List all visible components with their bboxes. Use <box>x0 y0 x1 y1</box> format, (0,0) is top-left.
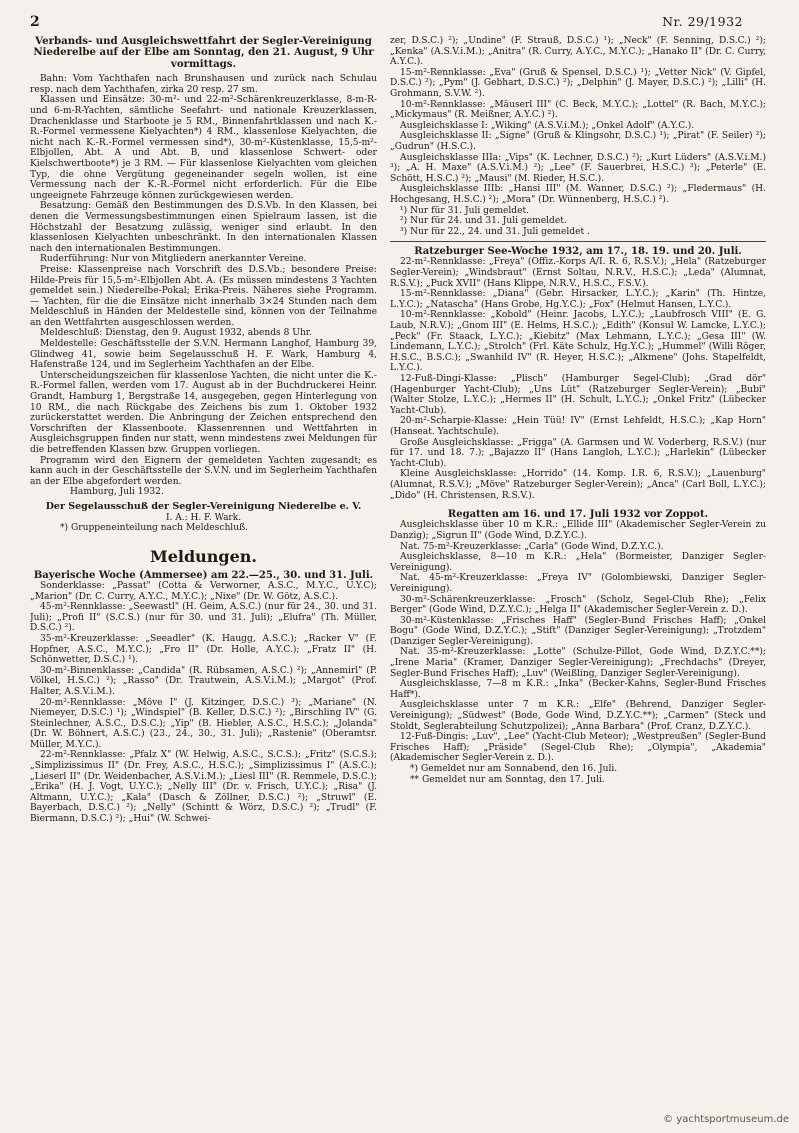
paragraph: Klassen und Einsätze: 30-m²- und 22-m²-Schärenkreuzerklasse, 8-m-R- und 6-m-R-Yachten, sämtliche Seefahrt- und nationale Kreuzerklassen, Drachenklasse und Starboote je 5 RM., Binnenfahrtklassen und nach K.-R.-Formel vermessene Kielyachten*) 4 RM., klassenlose Kielyachten, die nicht nach K.-R.-Formel vermessen sind*), 30-m²-Küstenklasse, 15,5-m²-Elbjollen, Abt. A und Abt. B, und klassenlose Schwert- oder Kielschwertboote*) je 3 RM. — Für klassenlose Kielyachten vom gleichen Typ, die ohne Vergütung gegeneinander segeln wollen, ist eine Vermessung nach der K.-R.-Formel nicht erforderlich. Für die Elbe ungeeignete Fahrzeuge können zurückgewiesen werden. <box>30 95 377 201</box>
entry-paragraph: Ausgleichsklasse, 7—8 m K.R.: „Inka" (Becker-Kahns, Segler-Bund Frisches Haff*). <box>390 679 766 700</box>
entry-paragraph: Nat. 45-m²-Kreuzerklasse: „Freya IV" (Golombiewski, Danziger Segler-Vereinigung). <box>390 573 766 594</box>
entry-paragraph: 12-Fuß-Dingi-Klasse: „Plisch" (Hamburger Segel-Club); „Grad dör" (Hagenburger Yacht-Club); „Uns Lüt" (Ratzeburger Segler-Verein); „Bubi" (Walter Stolze, L.Y.C.); „Hermes II" (H. Schult, L.Y.C.); „Onkel Fritz" (Lübecker Yacht-Club). <box>390 374 766 416</box>
entry-paragraph: Ausgleichsklasse II: „Signe" (Gruß & Klingsohr, D.S.C.) ¹); „Pirat" (F. Seiler) ²); „Gudrun" (H.S.C.). <box>390 131 766 152</box>
watermark: © yachtsportmuseum.de <box>663 1114 789 1125</box>
meldungen-heading: Meldungen. <box>150 546 257 566</box>
divider <box>390 241 766 242</box>
right-column <box>390 36 766 1104</box>
paragraph: Besatzung: Gemäß den Bestimmungen des D.S.Vb. In den Klassen, bei denen die Vermessungsbestimmungen einen Spielraum lassen, ist die Höchstzahl der Besatzung zulässig, weniger sind erlaubt. In den klassenlosen Kielyachten unbeschränkt. In den internationalen Klassen nach den internationalen Bestimmungen. <box>30 201 377 254</box>
entry-paragraph: 22-m²-Rennklasse: „Pfalz X" (W. Helwig, A.S.C., S.C.S.); „Fritz" (S.C.S.); „Simplizissimus II" (Dr. Frey, A.S.C., H.S.C.); „Simplizissimus I" (A.S.C.); „Lieserl II" (Dr. Weidenbacher, A.S.V.i.M.); „Liesl III" (R. Remmele, D.S.C.); „Erika" (H. J. Vogt, U.Y.C.); „Nelly III" (Dr. v. Frisch, U.Y.C.); „Risa" (J. Altmann, U.Y.C.); „Kala" (Dasch & Zöllner, D.S.C.) ²); „Struwl" (E. Bayerbach, D.S.C.) ²); „Nelly" (Schintt & Wörz, D.S.C.) ²); „Trudl" (F. Biermann, D.S.C.) ²); „Hui" (W. Schwei- <box>30 750 377 825</box>
entry-paragraph: 20-m²-Rennklasse: „Möve I" (J. Kitzinger, D.S.C.) ³); „Mariane" (N. Niemeyer, D.S.C.) ¹); „Windspiel" (B. Keller, D.S.C.) ²); „Birschling IV" (G. Steinlechner, A.S.C., D.S.C.); „Yip" (B. Hiebler, A.S.C., H.S.C.); „Jolanda" (Dr. W. Böhnert, A.S.C.) (23., 24., 30., 31. Juli); „Rastenie" (Oberamtsr. Müller, M.Y.C.). <box>30 697 377 750</box>
entry-paragraph: Ausgleichsklasse unter 7 m K.R.: „Elfe" (Behrend, Danziger Segler-Vereinigung); „Südwest" (Bode, Gode Wind, D.Z.Y.C.**); „Carmen" (Steck und Stoldt, Seglerabteilung Schutzpolizei); „Anna Barbara" (Prof. Cranz, D.Z.Y.C.). <box>390 700 766 732</box>
note: ³) Nur für 22., 24. und 31. Juli gemeldet . <box>400 226 590 237</box>
entry-paragraph: Nat. 35-m²-Kreuzerklasse: „Lotte" (Schulze-Pillot, Gode Wind, D.Z.Y.C.**); „Irene Maria" (Kramer, Danziger Segler-Vereinigung); „Frechdachs" (Dreyer, Segler-Bund Frisches Haff); „Luv" (Weißling, Danziger Segler-Vereinigung). <box>390 647 766 679</box>
paragraph: Bahn: Vom Yachthafen nach Brunshausen und zurück nach Schulau resp. nach dem Yachthafen, zirka 20 resp. 27 sm. <box>30 74 377 95</box>
entry-paragraph: 30-m²-Schärenkreuzerklasse: „Frosch" (Scholz, Segel-Club Rhe); „Felix Berger" (Gode Wind, D.Z.Y.C.); „Helga II" (Akademischer Segler-Verein z. D.). <box>390 594 766 616</box>
issue-number: Nr. 29/1932 <box>662 14 743 29</box>
entry-paragraph: 10-m²-Rennklasse: „Kobold" (Heinr. Jacobs, L.Y.C.); „Laubfrosch VIII" (E. G. Laub, N.R.V.); „Gnom III" (E. Helms, H.S.C.); „Edith" (Konsul W. Lamcke, L.Y.C.); „Peck" (Fr. Staack, L.Y.C.); „Kiebitz" (Max Lehmann, L.Y.C.); „Gesa III" (W. Lindemann, L.Y.C.); „Strolch" (Frl. Käte Schulz, Hg.Y.C.); „Hummel" (Willi Röger, H.S.C., B.S.C.); „Swanhild IV" (R. Heyer, H.S.C.); „Alkmene" (Johs. Stapelfeldt, L.Y.C.). <box>390 310 766 374</box>
entry-paragraph: 45-m²-Rennklasse: „Seewastl" (H. Geim, A.S.C.) (nur für 24., 30. und 31. Juli); „Profi II" (S.C.S.) (nur für 30. und 31. Juli); „Elufra" (Th. Müller, D.S.C.) ²). <box>30 602 377 634</box>
entry-paragraph: 12-Fuß-Dingis: „Luv", „Lee" (Yacht-Club Meteor); „Westpreußen" (Segler-Bund Frisches Haff); „Präside" (Segel-Club Rhe); „Olympia", „Akademia" (Akademischer Segler-Verein z. D.). <box>390 732 766 764</box>
entry-paragraph: 35-m²-Kreuzerklasse: „Seeadler" (K. Haugg, A.S.C.); „Racker V" (F. Hopfner, A.S.C., M.Y.C.); „Fro II" (Dr. Holle, A.Y.C.); „Fratz II" (H. Schönwetter, D.S.C.) ¹). <box>30 633 377 666</box>
paragraph: Meldestelle: Geschäftsstelle der S.V.N. Hermann Langhof, Hamburg 39, Glindweg 41, sowie beim Segelausschuß H. F. Wark, Hamburg 4, Hafenstraße 124, und im Seglerheim Yachthafen an der Elbe. <box>30 339 377 371</box>
note: *) Gemeldet nur am Sonnabend, den 16. Juli. <box>410 764 618 774</box>
paragraph: Unterscheidungszeichen für klassenlose Yachten, die nicht unter die K.-R.-Formel fallen, werden vom 17. August ab in der Buchdruckerei Heinr. Grandt, Hamburg 1, Bergstraße 14, ausgegeben, gegen Hinterlegung von 10 RM., die nach Rückgabe des Zeichens bis zum 1. Oktober 1932 zurückerstattet werden. Die Anbringung der Zeichen entsprechend den Vorschriften der Klassenboote. Klassenrennen und Wettfahrten in Ausgleichsgruppen finden nur statt, wenn mindestens zwei Meldungen für die betreffenden Klassen bzw. Gruppen vorliegen. <box>30 370 377 455</box>
entry-paragraph: Ausgleichsklasse über 10 m K.R.: „Ellide III" (Akademischer Segler-Verein zu Danzig); „Sigrun II" (Gode Wind, D.Z.Y.C.). <box>390 520 766 541</box>
entry-paragraph: 15-m²-Rennklasse: „Diana" (Gebr. Hirsacker, L.Y.C.); „Karin" (Th. Hintze, L.Y.C.); „Natascha" (Hans Grobe, Hg.Y.C.); „Fox" (Helmut Hansen, L.Y.C.). <box>390 289 766 310</box>
entry-paragraph: Kleine Ausgleichsklasse: „Horrido" (14. Komp. I.R. 6, R.S.V.); „Lauenburg" (Alumnat, R.S.V.); „Möve" Ratzeburger Segler-Verein); „Anca" (Carl Boll, L.Y.C.); „Dido" (H. Christensen, R.S.V.). <box>390 469 766 501</box>
entry-paragraph: 15-m²-Rennklasse: „Eva" (Gruß & Spensel, D.S.C.) ¹); „Vetter Nick" (V. Gipfel, D.S.C.) ²); „Pym" (J. Gebhart, D.S.C.) ²); „Delphin" (J. Mayer, D.S.C.) ²); „Lilli" (H. Grohmann, S.V.W. ²). <box>390 67 766 99</box>
zoppot-title: Regatten am 16. und 17. Juli 1932 vor Zoppot. <box>447 509 709 521</box>
signature: Der Segelausschuß der Segler-Vereinigung Niederelbe e. V. <box>45 500 362 512</box>
entry-paragraph: Große Ausgleichsklasse: „Frigga" (A. Garmsen und W. Voderberg, R.S.V.) (nur für 17. und 18. 7.); „Bajazzo II" (Hans Langloh, L.Y.C.); „Harlekin" (Lübecker Yacht-Club). <box>390 437 766 469</box>
entry-paragraph: Ausgleichsklasse, 8—10 m K.R.: „Hela" (Bormeister, Danziger Segler-Vereinigung). <box>390 552 766 573</box>
bayer-title: Bayerische Woche (Ammersee) am 22.—25., 30. und 31. Juli. <box>33 569 374 581</box>
entry-paragraph: 10-m²-Rennklasse: „Mäuserl III" (C. Beck, M.Y.C.); „Lottel" (R. Bach, M.Y.C.); „Mickymaus" (R. Meißner, A.Y.C.) ²). <box>390 99 766 121</box>
entry-paragraph: 20-m²-Scharpie-Klasse: „Hein Tüü! IV" (Ernst Lehfeldt, H.S.C.); „Kap Horn" (Hanseat. Yachtschule). <box>390 416 766 437</box>
signature-name: I. A.: H. F. Wark. <box>165 512 242 523</box>
entry-paragraph: 30-m²-Binnenklasse: „Candida" (R. Rübsamen, A.S.C.) ²); „Annemirl" (P. Völkel, H.S.C.) ²); „Rasso" (Dr. Trautwein, A.S.V.i.M.); „Margot" (Prof. Halter, A.S.V.i.M.). <box>30 665 377 697</box>
note: ²) Nur für 24. und 31. Juli gemeldet. <box>400 216 567 227</box>
page-number: 2 <box>30 14 40 30</box>
entry-paragraph: 30-m²-Küstenklasse: „Frisches Haff" (Segler-Bund Frisches Haff); „Onkel Bogu" (Gode Wind, D.Z.Y.C.); „Stift" (Danziger Segler-Vereinigung); „Trotzdem" (Danziger Segler-Vereinigung). <box>390 615 766 647</box>
note: ** Gemeldet nur am Sonntag, den 17. Juli. <box>410 774 605 785</box>
regatta-title: Verbands- und Ausgleichswettfahrt der Segler-Vereinigung Niederelbe auf der Elbe am Sonntag, den 21. August, 9 Uhr vormittags. <box>33 36 374 70</box>
entry-paragraph: Ausgleichsklasse I: „Wiking" (A.S.V.i.M.); „Onkel Adolf" (A.Y.C.). <box>400 120 695 131</box>
entry-paragraph: zer, D.S.C.) ²); „Undine" (F. Strauß, D.S.C.) ¹); „Neck" (F. Senning, D.S.C.) ²); „Kenka" (A.S.V.i.M.); „Anitra" (R. Curry, A.Y.C., M.Y.C.); „Hanako II" (Dr. C. Curry, A.Y.C.). <box>390 36 766 68</box>
ratzeburg-title: Ratzeburger See-Woche 1932, am 17., 18. 19. und 20. Juli. <box>414 246 742 258</box>
paragraph: Ruderführung: Nur von Mitgliedern anerkannter Vereine. <box>40 254 307 265</box>
entry-paragraph: 22-m²-Rennklasse: „Freya" (Offiz.-Korps A/I. R. 6, R.S.V.); „Hela" (Ratzeburger Segler-Verein); „Windsbraut" (Ernst Soltau, N.R.V., H.S.C.); „Leda" (Alumnat, R.S.V.); „Puck XVII" (Hans Klippe, N.R.V., H.S.C., F.S.V.). <box>390 257 766 289</box>
paragraph: Meldeschluß: Dienstag, den 9. August 1932, abends 8 Uhr. <box>40 328 313 339</box>
paragraph: Preise: Klassenpreise nach Vorschrift des D.S.Vb.; besondere Preise: Hilde-Preis für 15,5-m²-Elbjollen Abt. A. (Es müssen mindestens 3 Yachten gemeldet sein.) Niederelbe-Pokal; Erika-Preis. Näheres siehe Programm. — Yachten, für die die Einsätze nicht innerhalb 3×24 Stunden nach dem Meldeschluß in Händen der Meldestelle sind, können von der Teilnahme an den Wettfahrten ausgeschlossen werden. <box>30 264 377 328</box>
date-line: Hamburg, Juli 1932. <box>70 487 164 498</box>
paragraph: Programm wird den Eignern der gemeldeten Yachten zugesandt; es kann auch in der Geschäftsstelle der S.V.N. und im Seglerheim Yachthafen an der Elbe abgefordert werden. <box>30 455 377 487</box>
entry-paragraph: Ausgleichsklasse IIIb: „Hansi III" (M. Wanner, D.S.C.) ²); „Fledermaus" (H. Hochgesang, H.S.C.) ²); „Mora" (Dr. Wünnenberg, H.S.C.) ²). <box>390 184 766 205</box>
entry-paragraph: Sonderklasse: „Passat" (Cotta & Verworner, A.S.C., M.Y.C., U.Y.C); „Marion" (Dr. C. Curry, A.Y.C., M.Y.C.); „Nixe" (Dr. W. Götz, A.S.C.). <box>30 580 377 602</box>
entry-paragraph: Ausgleichsklasse IIIa: „Vips" (K. Lechner, D.S.C.) ²); „Kurt Lüders" (A.S.V.i.M.) ³); „A. H. Maxe" (A.S.V.i.M.) ²); „Lee" (F. Sauerbrei, H.S.C.) ³); „Peterle" (E. Schött, H.S.C.) ²); „Mausi" (M. Rieder, H.S.C.). <box>390 152 766 184</box>
note: ¹) Nur für 31. Juli gemeldet. <box>400 205 530 216</box>
entry-paragraph: Nat. 75-m²-Kreuzerklasse: „Carla" (Gode Wind, D.Z.Y.C.). <box>400 541 664 552</box>
left-column <box>30 36 377 1104</box>
footnote: *) Gruppeneinteilung nach Meldeschluß. <box>60 523 249 534</box>
